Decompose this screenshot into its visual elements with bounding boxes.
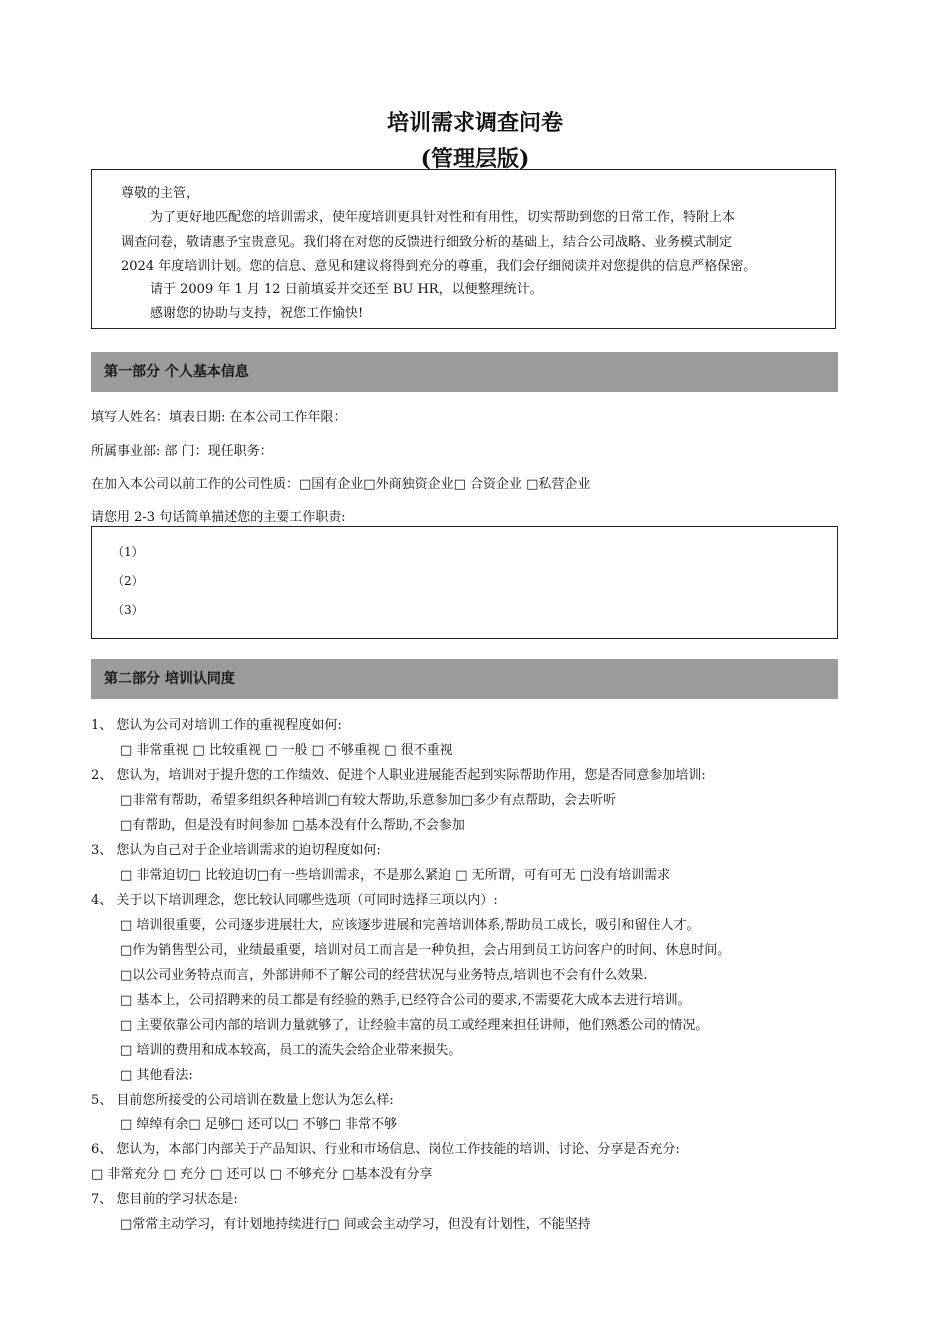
q6-options[interactable]: □ 非常充分 □ 充分 □ 还可以 □ 不够充分 □基本没有分享 (91, 1167, 433, 1182)
intro-line: 为了更好地匹配您的培训需求，使年度培训更具针对性和有用性，切实帮助到您的日常工作，特附上本 (150, 210, 736, 225)
duty-item-3[interactable]: （3） (112, 603, 144, 617)
q4-option[interactable]: □ 基本上，公司招聘来的员工都是有经验的熟手,已经符合公司的要求,不需要花大成本去进行培训。 (120, 993, 691, 1008)
section-title: 第二部分 培训认同度 (104, 671, 235, 687)
question-7: 7、 您目前的学习状态是: (91, 1192, 238, 1207)
question-1: 1、 您认为公司对培训工作的重视程度如何: (91, 718, 342, 733)
question-3: 3、 您认为自己对于企业培训需求的迫切程度如何: (91, 843, 381, 858)
intro-box (91, 169, 836, 329)
question-2: 2、 您认为，培训对于提升您的工作绩效、促进个人职业进展能否起到实际帮助作用，您是否同意参加培训: (91, 768, 706, 783)
intro-greeting: 尊敬的主管， (121, 186, 200, 201)
question-4: 4、 关于以下培训理念，您比较认同哪些选项（可同时选择三项以内）: (91, 893, 498, 908)
question-5: 5、 目前您所接受的公司培训在数量上您认为怎么样: (91, 1093, 394, 1108)
q4-option-other[interactable]: □ 其他看法: (120, 1068, 193, 1083)
q7-options[interactable]: □常常主动学习，有计划地持续进行□ 间或会主动学习，但没有计划性，不能坚持 (120, 1217, 591, 1232)
info-line-name[interactable]: 填写人姓名：填表日期: 在本公司工作年限： (91, 410, 347, 425)
q4-option[interactable]: □ 培训的费用和成本较高，员工的流失会给企业带来损失。 (120, 1043, 462, 1058)
q4-option[interactable]: □ 主要依靠公司内部的培训力量就够了，让经验丰富的员工或经理来担任讲师，他们熟悉公司的情况。 (120, 1018, 709, 1033)
page-title: 培训需求调查问卷 (386, 110, 563, 136)
intro-line: 调查问卷，敬请惠予宝贵意见。我们将在对您的反馈进行细致分析的基础上，结合公司战略、业务模式制定 (121, 235, 733, 250)
q3-options[interactable]: □ 非常迫切□ 比较迫切□有一些培训需求，不是那么紧迫 □ 无所谓，可有可无 □没有培训需求 (120, 868, 671, 883)
info-line-company-type[interactable]: 在加入本公司以前工作的公司性质：□国有企业□外商独资企业□ 合资企业 □私营企业 (91, 477, 591, 492)
info-line-duties-prompt: 请您用 2-3 句话简单描述您的主要工作职责: (91, 510, 346, 525)
intro-deadline: 请于 2009 年 1 月 12 日前填妥并交还至 BU HR，以便整理统计。 (150, 282, 543, 297)
q2-options-row2[interactable]: □有帮助，但是没有时间参加 □基本没有什么帮助,不会参加 (120, 818, 465, 833)
q4-option[interactable]: □ 培训很重要，公司逐步进展壮大，应该逐步进展和完善培训体系,帮助员工成长，吸引和留住人才。 (120, 918, 700, 933)
duty-item-2[interactable]: （2） (112, 574, 144, 588)
info-line-department[interactable]: 所属事业部: 部 门：现任职务： (91, 444, 273, 459)
q4-option[interactable]: □作为销售型公司，业绩最重要，培训对员工而言是一种负担，会占用到员工访问客户的时间、休息时间。 (120, 943, 731, 958)
q2-options-row1[interactable]: □非常有帮助，希望多组织各种培训□有较大帮助,乐意参加□多少有点帮助，会去听听 (120, 793, 616, 808)
section-header-part2 (91, 659, 838, 699)
question-6: 6、 您认为，本部门内部关于产品知识、行业和市场信息、岗位工作技能的培训、讨论、分享是否充分: (91, 1142, 680, 1157)
intro-line: 2024 年度培训计划。您的信息、意见和建议将得到充分的尊重，我们会仔细阅读并对您提供的信息严格保密。 (121, 259, 757, 274)
q5-options[interactable]: □ 绰绰有余□ 足够□ 还可以□ 不够□ 非常不够 (120, 1117, 398, 1132)
section-header-part1 (91, 352, 838, 392)
duties-box[interactable] (91, 526, 838, 639)
page-subtitle: (管理层版) (420, 146, 530, 172)
section-title: 第一部分 个人基本信息 (104, 364, 249, 380)
q1-options[interactable]: □ 非常重视 □ 比较重视 □ 一般 □ 不够重视 □ 很不重视 (120, 743, 453, 758)
duty-item-1[interactable]: （1） (112, 545, 144, 559)
intro-thanks: 感谢您的协助与支持，祝您工作愉快! (150, 306, 364, 321)
q4-option[interactable]: □以公司业务特点而言，外部讲师不了解公司的经营状况与业务特点,培训也不会有什么效果. (120, 968, 648, 983)
